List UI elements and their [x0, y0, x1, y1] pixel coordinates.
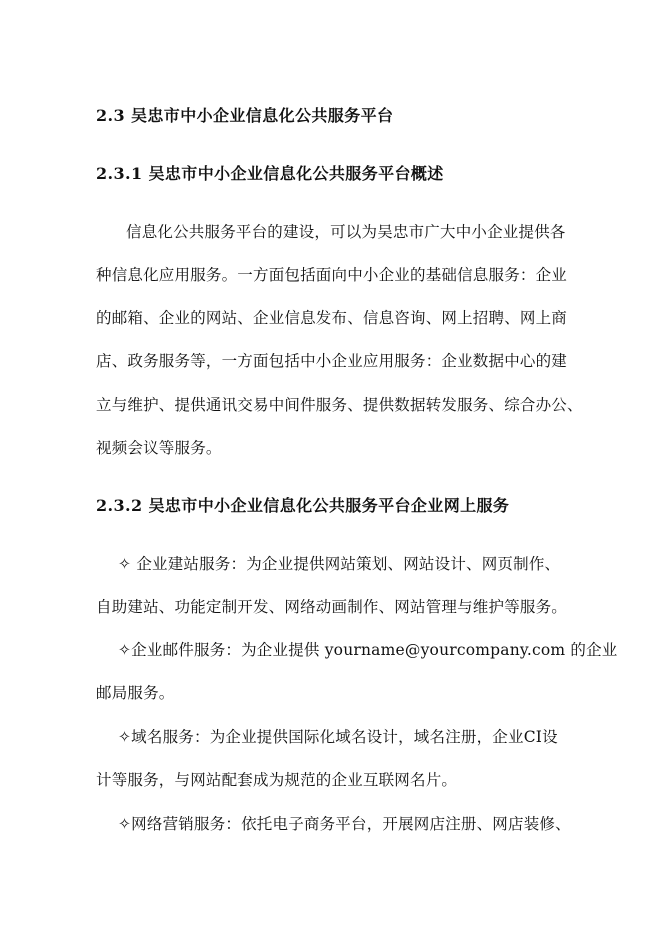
- list-item-continuation: 计等服务，与网站配套成为规范的企业互联网名片。: [96, 771, 458, 789]
- list-item-continuation: 邮局服务。: [96, 684, 175, 702]
- paragraph-line: 视频会议等服务。: [96, 439, 222, 457]
- paragraph-line: 立与维护、提供通讯交易中间件服务、提供数据转发服务、综合办公、: [96, 396, 583, 414]
- list-item: ✧ 企业建站服务：为企业提供网站策划、网站设计、网页制作、: [118, 555, 561, 573]
- subsection-heading-online-services: 2.3.2 吴忠市中小企业信息化公共服务平台企业网上服务: [96, 496, 510, 515]
- subsection-heading-overview: 2.3.1 吴忠市中小企业信息化公共服务平台概述: [96, 164, 444, 183]
- list-item-continuation: 自助建站、功能定制开发、网络动画制作、网站管理与维护等服务。: [96, 598, 568, 616]
- paragraph-line: 店、政务服务等，一方面包括中小企业应用服务：企业数据中心的建: [96, 352, 568, 370]
- paragraph-line: 的邮箱、企业的网站、企业信息发布、信息咨询、网上招聘、网上商: [96, 309, 568, 327]
- section-heading: 2.3 吴忠市中小企业信息化公共服务平台: [96, 106, 394, 125]
- paragraph-line: 种信息化应用服务。一方面包括面向中小企业的基础信息服务：企业: [96, 266, 568, 284]
- list-item: ✧企业邮件服务：为企业提供 yourname@yourcompany.com 的企业: [118, 641, 618, 659]
- paragraph-line: 信息化公共服务平台的建设，可以为吴忠市广大中小企业提供各: [126, 223, 566, 241]
- list-item: ✧域名服务：为企业提供国际化域名设计，域名注册，企业CI设: [118, 728, 558, 746]
- list-item: ✧网络营销服务：依托电子商务平台，开展网店注册、网店装修、: [118, 815, 571, 833]
